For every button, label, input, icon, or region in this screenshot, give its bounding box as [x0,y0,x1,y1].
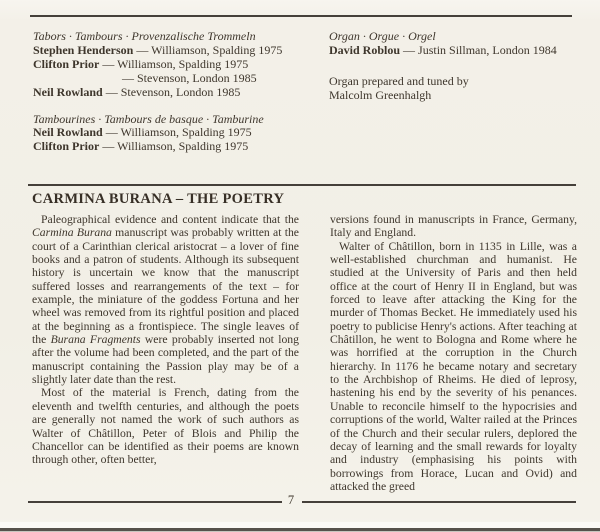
page-number: 7 [287,493,295,507]
article-column-right [330,213,577,493]
section-divider-rule [28,184,576,186]
footer-rule-right [302,501,576,503]
credit-line: Clifton Prior — Williamson, Spalding 1975 [33,139,249,154]
credit-group-heading: Tabors · Tambours · Provenzalische Trommeln [33,29,256,43]
paragraph: Walter of Châtillon, born in 1135 in Lille, was a well-established churchman and humanist. He studied at the University of Paris and then held office at the court of Henry II in England, but was forced to leave after attacking the King for the murder of Thomas Becket. He immediately used his poetry to publicise Henry's actions. After teaching at Châtillon, he went to Bologna and Rome where he was horrified at the corruption in the Church hierarchy. In 1176 he became notary and secretary to the Archbishop of Rheims. He died of leprosy, hastening his end by the severity of his penances. Unable to reconcile himself to the hypocrisies and corruptions of the world, Walter railed at the Princes of the Church and their secular rulers, deplored the decay of learning and the small rewards for loyalty and industry (emphasising his points with borrowings from Horace, Lucan and Ovid) and attacked the greed [330,239,577,493]
top-divider-rule [30,15,572,17]
credit-line: Clifton Prior — Williamson, Spalding 1975 [33,56,249,71]
credit-group-heading: Organ · Orgue · Orgel [329,29,436,43]
credit-group-organ [329,30,581,58]
paragraph: versions found in manuscripts in France, Germany, Italy and England. [330,213,577,240]
credit-line: Neil Rowland — Stevenson, London 1985 [33,84,241,99]
note-line: Organ prepared and tuned by [329,73,469,88]
credit-line: David Roblou — Justin Sillman, London 1984 [329,42,557,57]
credit-line: Stephen Henderson — Williamson, Spalding 1975 [33,42,283,57]
credit-line: Neil Rowland — Williamson, Spalding 1975 [33,125,252,140]
credits-left-column [33,30,307,167]
credit-group-tabors [33,30,307,100]
footer-rule-left [28,501,282,503]
paragraph: Paleographical evidence and content indicate that the Carmina Burana manuscript was probably written at the court of a Carinthian clerical aristocrat – a lover of fine books and a patron of students. Although its subsequent history is uncertain we know that the manuscript suffered losses and rearrangements of the text – for example, the miniature of the goddess Fortuna and her wheel was removed from its rightful position and placed at the beginning as a frontispiece. The single leaves of the Burana Fragments were probably inserted not long after the volume had been completed, and the part of the manuscript containing the Passion play may be of a slightly later date than the rest. [32,213,299,387]
credit-group-tambourines [33,113,307,155]
credits-right-column [329,30,581,116]
note-line: Malcolm Greenhalgh [329,87,432,102]
article-column-left [32,213,299,467]
paragraph: Most of the material is French, dating from the eleventh and twelfth centuries, and although the poets are generally not named the work of such authors as Walter of Châtillon, Peter of Blois and Philip the Chancellor can be identified as their poems are known through other, often better, [32,386,299,467]
credit-group-heading: Tambourines · Tambours de basque · Tamburine [33,111,264,126]
article-title: CARMINA BURANA – THE POETRY [32,191,285,207]
credit-line-continuation: — Stevenson, London 1985 [122,70,257,85]
organ-tuning-note [329,75,581,103]
